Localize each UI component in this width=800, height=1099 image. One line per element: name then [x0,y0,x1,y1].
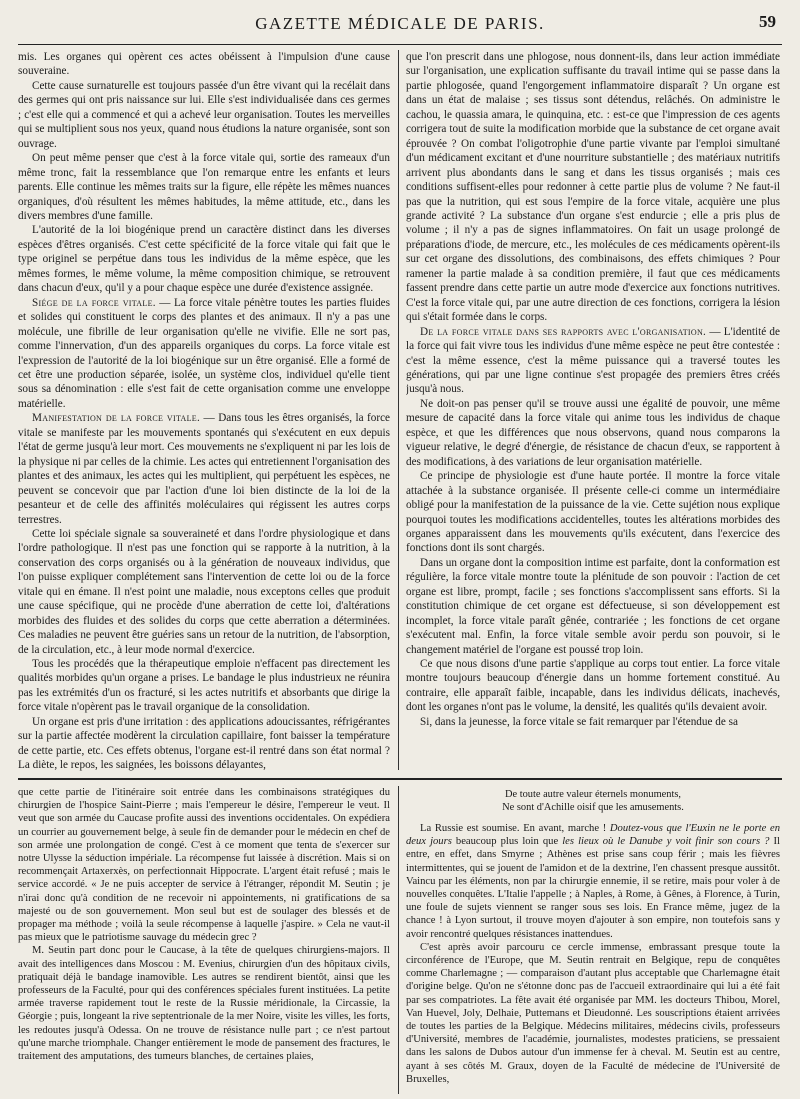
paragraph-text: beaucoup plus loin que [451,836,563,848]
paragraph-text: Dans tous les êtres organisés, la force vitale se manifeste par les mouvements spontanés qui s'exécutent en eux depuis l'état de germe jusqu'à leur mort. Ces mouvements ne s'expliquent ni par les lois de la physique ni par celles de la chimie. Les actes qui entretiennent l'organisation des plantes et des animaux, les actes qui les multiplient, qui perpétuent les espèces, ne peuvent se concevoir que par l'action d'une loi bien distincte de la loi de la pesanteur et de celle des affinités moléculaires qui régissent les autres corps terrestres. [18,412,390,526]
paragraph: Tous les procédés que la thérapeutique emploie n'effacent pas directement les qualités morbides qu'un organe a prises. Le bandage le plus industrieux ne réunira pas les extrémités d'un os fracturé, si les actes nutritifs et absorbants que dirige la force vitale n'opèrent pas le travail organique de la consolidation. [18,658,390,714]
paragraph-text: La force vitale pénètre toutes les parties fluides et solides qui constituent le corps des plantes et des animaux. Il n'y a pas une molécule, une fibrille de leur organisation qu'elle ne vivifie. Elle ne sort pas, comme l'innervation, d'un des appareils organiques du corps. La force vitale est l'expression de l'autorité de la loi biogénique sur un être organisé. Elle a formé de cet être une production séparée, isolée, un système clos, individuel qu'elle tient sous sa dénomination : elle s'est fait de cette organisation comme une enveloppe matérielle. [18,296,390,410]
paragraph-text: L'identité de la force qui fait vivre tous les individus d'une même espèce ne peut être contestée : c'est la même essence, c'est la même puissance qui a traversé toutes les générations, qui par une ligne continue s'est propagée des premiers êtres créés jusqu'à nous. [406,325,780,396]
italic-quote: Doutez-vous que l'Euxin ne le porte en deux jours [406,823,780,848]
section-heading: Siége de la force vitale. [32,296,156,309]
paragraph: Ne doit-on pas penser qu'il se trouve aussi une égalité de pouvoir, une même mesure de capacité dans la force vitale qui anime tous les individus de chaque espèce, et que les différences que nous observons, quand nous comparons la vigueur relative, le degré d'énergie, de résistance de chacun d'eux, se rapportent à des modifications, à des variations de leur organisation matérielle. [406,397,780,468]
column-divider [398,50,399,770]
verse-line: Ne sont d'Achille oisif que les amusements. [502,802,684,813]
verse-line: De toute autre valeur éternels monuments, [504,789,681,800]
paragraph: Manifestation de la force vitale. — Dans tous les êtres organisés, la force vitale se manifeste par les mouvements spontanés qui s'exécutent en eux depuis l'état de germe jusqu'à leur mort. Ces mouvements ne s'expliquent ni par les lois de la physique ni par celles de la chimie. Les actes qui entretiennent l'organisation des plantes et des animaux, les actes qui les multiplient, qui perpétuent les espèces, ne peuvent se concevoir que par l'action d'une loi bien distincte de la loi de la pesanteur et de celle des affinités moléculaires qui régissent les autres corps terrestres. [18,412,390,526]
paragraph: que cette partie de l'itinéraire soit entrée dans les combinaisons stratégiques du chirurgien de l'hospice Saint-Pierre ; mais l'empereur le désire, l'empereur le veut. Il veut que son armée du Caucase profite aussi des inventions occidentales. On expédiera un courrier au gouvernement belge, à seule fin de demander pour le médecin en chef de son armée une prolongation de congé. C'est à ce moment que tenta de s'exercer sur notre Ulysse la séduction impériale. La récompense fut laissée à discrétion. Mais si on recommençait Artaxerxès, on perfectionnait Hippocrate. L'argent était refusé ; mais le service accordé. « Je ne puis accepter de service à l'étranger, répondit M. Seutin ; je n'irai donc qu'à condition de ne recevoir ni appointements, ni gratifications de sa majesté ou de son gouvernement. Mon seul but est de soulager des blessés et de propager ma méthode ; voilà la seule récompense à laquelle j'aspire. » Cela ne vaut-il pas mieux que le patriotisme sauvage du médecin grec ? [18,787,390,944]
bottom-right-column [406,786,780,1094]
bottom-left-column [18,786,390,1094]
paragraph: M. Seutin part donc pour le Caucase, à la tête de quelques chirurgiens-majors. Il avait des intelligences dans Moscou : M. Evenius, chirurgien d'un des hôpitaux civils, pratiquait déjà le bandage inamovible. Les autres se rendirent bientôt, ainsi que les professeurs de la Faculté, pour qui des conférences spéciales furent instituées. La petite armée traverse rapidement tout le reste de la Russie méridionale, la Circassie, la Géorgie ; puis, longeant la rive septentrionale de la mer Noire, visite les villes, les forts, les redoutes jusqu'à Odessa. On ne trouve de résistance nulle part ; ce n'est partout qu'une marche triomphale. Changer entièrement le mode de pansement des fractures, le traitement des amputations, des tumeurs blanches, de certaines plaies, [18,945,390,1063]
verse-quote [406,788,780,814]
section-heading: Manifestation de la force vitale. [32,412,201,425]
paragraph: Ce principe de physiologie est d'une haute portée. Il montre la force vitale attachée à la substance organisée. Il présente celle-ci comme un intermédiaire obligé pour la manifestation de la puissance de la vie. Cette sujétion nous explique pourquoi toutes les modifications accidentelles, toutes les altérations morbides des organes apparaissent dans les mouvements qu'ils exécutent, dans l'exercice des fonctions dont ils sont chargés. [406,470,780,555]
paragraph: mis. Les organes qui opèrent ces actes obéissent à l'impulsion d'une cause souveraine. [18,51,390,78]
paragraph: Siége de la force vitale. — La force vitale pénètre toutes les parties fluides et solides qui constituent le corps des plantes et des animaux. Il n'y a pas une molécule, une fibrille de leur organisation qu'elle ne vivifie. Elle ne sort pas, comme l'innervation, d'un des appareils organiques du corps. La force vitale est l'expression de l'autorité de la loi biogénique sur un être organisé. Elle a formé de cet être une production séparée, isolée, un système clos, individuel qu'elle tient sous sa dénomination : elle s'est fait de cette organisation comme une enveloppe matérielle. [18,296,390,410]
header-rule [18,44,782,45]
paragraph: On peut même penser que c'est à la force vitale qui, sortie des rameaux d'un même tronc, fait la ressemblance que l'on remarque entre les enfants et leurs parents. Elle continue les mêmes traits sur la figure, elle répète les mêmes nuances organiques, d'où résultent les mêmes habitudes, la même attitude, etc., dans les divers membres d'une famille. [18,152,390,222]
paragraph-text: La Russie est soumise. En avant, marche ! [420,823,610,834]
paragraph: Cette loi spéciale signale sa souveraineté et dans l'ordre physiologique et dans l'ordre pathologique. Il n'est pas une fonction qui se rapporte à la nutrition, à la conservation des corps organisés ou à la génération de nouveaux individus, que l'on puisse expliquer complétement sans l'intervention de cette loi ou de la force vitale qui en émane. Il n'est point une maladie, nous exceptons celles que produit une cause spécifique, qui ne procède d'une aberration de cette loi, d'altérations morbides des fluides et des solides du corps que cette aberration a déterminées. Ces maladies ne peuvent être guéries sans un retour de la nutrition, de l'absorption, de la circulation, etc., à leur mode normal d'exercice. [18,527,390,656]
paragraph: Ce que nous disons d'une partie s'applique au corps tout entier. La force vitale montre toujours beaucoup d'énergie dans un homme fortement constitué. Au contraire, elle apparaît faible, incapable, dans les individus délicats, inachevés, dont les organes n'ont pas le volume, la densité, les qualités qu'ils devaient avoir. [406,658,780,714]
top-left-column [18,50,390,772]
paragraph-text: Il entre, en effet, dans Smyrne ; Athènes est prise sans coup férir ; mais les fièvres intermittentes, qui se jouent de l'amidon et de la dextrine, l'en chassent presque aussitôt. Vaincu par les éléments, non par la chirurgie ennemie, il se retire, mais pour voler à de nouvelles conquêtes. L'Italie l'appelle ; à Naples, à Rome, à Gênes, à Florence, à Turin, une foule de sujets viennent se ranger sous ses lois. En France même, jugez de la chance ! à Lyon surtout, il trouve moyen d'ajouter à son empire, non toutefois sans y avoir rencontré quelques résistances inattendues. [406,836,780,940]
feuilleton-rule [18,778,782,780]
paragraph: L'autorité de la loi biogénique prend un caractère distinct dans les diverses espèces d'êtres organisés. C'est cette spécificité de la force vitale qui fait que le type originel se perpétue dans tous les individus de la même espèce, que les mêmes formes, le même volume, la même composition chimique, se retrouvent dans chacun d'eux, qu'il y a pour chaque espèce une durée d'existence assignée. [18,224,390,295]
page-number: 59 [759,12,776,31]
paragraph: Si, dans la jeunesse, la force vitale se fait remarquer par l'étendue de sa [420,715,738,728]
journal-title: GAZETTE MÉDICALE DE PARIS. [255,14,545,33]
paragraph: Un organe est pris d'une irritation : des applications adoucissantes, réfrigérantes sur la partie affectée modèrent la circulation capillaire, font baisser la température de cette partie, etc. Ces effets obtenus, l'organe est-il rentré dans son état normal ? La diète, le repos, les saignées, les boissons délayantes, [18,715,390,772]
section-heading: De la force vitale dans ses rapports avec l'organisation. [420,325,707,338]
paragraph: Dans un organe dont la composition intime est parfaite, dont la conformation est régulière, la force vitale montre toute la plénitude de son pouvoir : l'action de cet organe est libre, prompt, facile ; ses fonctions s'accomplissent sans efforts. Si la constitution chimique de cet organe est défectueuse, si son développement est incomplet, la force vitale paraît gênée, contrariée ; les fonctions de cet organe s'exécutent mal. Enfin, la force vitale semble avoir perdu son pouvoir, si le changement matériel de l'organe est poussé trop loin. [406,556,780,656]
column-divider [398,786,399,1094]
paragraph: que l'on prescrit dans une phlogose, nous donnent-ils, dans leur action immédiate sur l'organisation, une explication suffisante du travail intime qui se passe dans la partie phlogosée, quand l'engorgement inflammatoire disparaît ? Un organe est dans un état de malaise ; ses tissus sont détendus, relâchés. On administre le cachou, le quassia amara, le quinquina, etc. : est-ce que l'impression de ces agents corrigera tout de suite la modification morbide que la substance de cet organe avait éprouvée ? On combat l'oligotrophie d'une partie vivante par l'emploi simultané d'un médicament excitant et d'une nourriture substantielle ; des matériaux nutritifs arrivent plus abondants dans le sang et dans les tissus organisés ; mais ces conditions suffisent-elles pour redonner à cette partie plus de volume ? Ne faut-il pas que la nutrition, qui est sous l'empire de la force vitale, acquière une plus grande activité ? La substance d'un organe s'est endurcie ; elle a pris plus de volume ; il n'y a pas de signes inflammatoires. On fait un usage prolongé de préparations d'iode, de mercure, etc., les molécules de ces médicaments opèrent-ils sur cet organe des dissolutions, des combinaisons, des effets chimiques ? Pour ramener la partie malade à sa condition première, il faut que ces médicaments fassent prendre dans cette partie un autre mode d'exercice aux fonctions nutritives. C'est la force vitale qui, par une autre direction de ces fonctions, corrigera la lésion qui s'était formée dans le corps. [406,51,780,324]
paragraph: Cette cause surnaturelle est toujours passée d'un être vivant qui la recélait dans des germes qui ont pris naissance sur lui. Elle s'est individualisée dans ces germes ; c'est elle qui a commencé et qui a achevé leur organisation. Toutes les merveilles qui se multiplient sous nos yeux, quand nous étudions la nature organisée, sont son ouvrage. [18,79,390,150]
paragraph: C'est après avoir parcouru ce cercle immense, embrassant presque toute la circonférence de l'Europe, que M. Seutin rentrait en Belgique, repu de conquêtes comme Charlemagne ; — comparaison d'autant plus acceptable que Charlemagne était d'origine belge. Qu'on ne s'étonne donc pas de l'accueil extraordinaire qui lui a été fait par ses compatriotes. La fête avait été organisée par MM. les docteurs Thibou, Morel, Van Huevel, Joly, Delhaie, Puttemans et Dieudonné. Les souscriptions étaient arrivées de toutes les parties de la Belgique. Médecins militaires, médecins civils, professeurs d'Université, membres de l'académie, journalistes, modestes praticiens, se pressaient dans les salons de Dubos autour d'un immense fer à cheval. M. Seutin est au centre, ayant à ses côtés M. Graux, doyen de la Faculté de médecine de l'Université de Bruxelles, [406,941,780,1085]
paragraph [406,822,780,941]
italic-quote: les lieux où le Danube y voit finir son cours ? [562,836,770,848]
paragraph: De la force vitale dans ses rapports avec l'organisation. — L'identité de la force qui fait vivre tous les individus d'une même espèce ne peut être contestée : c'est la même essence, c'est la même puissance qui a traversé toutes les générations, qui par une ligne continue s'est propagée des premiers êtres créés jusqu'à nous. [406,325,780,396]
page-header [18,12,782,42]
top-right-column [406,50,780,772]
